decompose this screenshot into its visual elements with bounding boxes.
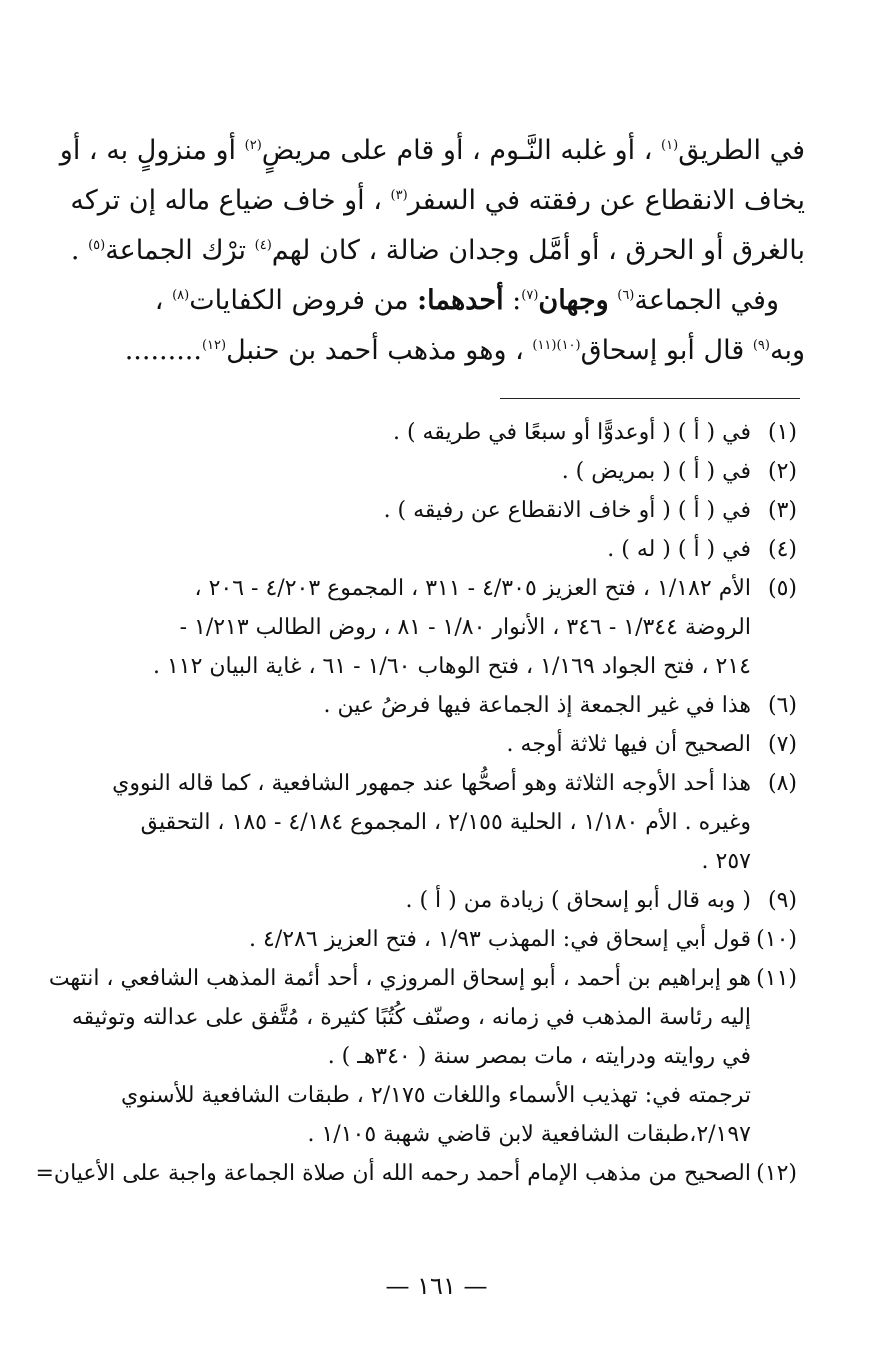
main-line-3 <box>70 226 805 276</box>
footnote-line: قول أبي إسحاق في: المهذب ١/٩٣ ، فتح العزيز ٤/٢٨٦ . <box>249 927 751 952</box>
footnote <box>77 530 797 569</box>
footnote <box>77 764 797 881</box>
footnote <box>77 686 797 725</box>
footnote <box>77 569 797 686</box>
text-run: ترْك الجماعة <box>105 235 255 266</box>
text-run <box>609 285 618 316</box>
footnote-number: (٧) <box>767 732 797 757</box>
footnote-number: (١) <box>767 420 797 445</box>
footnote-line: ٢٥٧ . <box>701 849 751 874</box>
footnote-line: الصحيح من مذهب الإمام أحمد رحمه الله أن صلاة الجماعة واجبة على الأعيان= <box>35 1161 751 1186</box>
main-line-1 <box>59 126 805 176</box>
text-run: في الطريق <box>678 135 805 166</box>
text-run: . <box>70 235 89 266</box>
text-run: بالغرق أو الحرق ، أو أمَّل وجدان ضالة ، كان لهم <box>271 235 805 266</box>
footnote-line: هذا أحد الأوجه الثلاثة وهو أصحُّها عند جمهور الشافعية ، كما قاله النووي <box>112 771 751 796</box>
footnote-number: (٣) <box>767 498 797 523</box>
footnote-number: (١٠) <box>756 927 797 952</box>
text-run: ، أو غلبه النَّـوم ، أو قام على مريضٍ <box>261 135 662 166</box>
footnote-ref-8[interactable]: (٨) <box>172 288 190 303</box>
footnote-number: (٩) <box>767 888 797 913</box>
text-run: ، <box>154 285 173 316</box>
footnote <box>77 725 797 764</box>
footnote <box>77 452 797 491</box>
footnote-ref-5[interactable]: (٥) <box>88 238 106 253</box>
footnote-line: في ( أ ) ( أو خاف الانقطاع عن رفيقه ) . <box>383 498 751 523</box>
footnote-line: وغيره . الأم ١/١٨٠ ، الحلية ٢/١٥٥ ، المجموع ٤/١٨٤ - ١٨٥ ، التحقيق <box>140 810 751 835</box>
text-run: يخاف الانقطاع عن رفقته في السفر <box>407 185 805 216</box>
footnote-number: (١٢) <box>756 1161 797 1186</box>
footnote-separator <box>500 398 800 399</box>
footnote-line: الصحيح أن فيها ثلاثة أوجه . <box>506 732 751 757</box>
text-run: ، أو خاف ضياع ماله إن تركه <box>70 185 391 216</box>
footnotes <box>35 413 797 1193</box>
footnote-ref-10-11[interactable]: (١٠)(١١) <box>532 338 581 353</box>
footnote <box>77 491 797 530</box>
footnote-ref-3[interactable]: (٣) <box>390 188 408 203</box>
text-run: قال أبو إسحاق <box>580 335 753 366</box>
footnote-number: (٤) <box>767 537 797 562</box>
footnote-line: الأم ١/١٨٢ ، فتح العزيز ٤/٣٠٥ - ٣١١ ، المجموع ٤/٢٠٣ - ٢٠٦ ، <box>194 576 751 601</box>
footnote-ref-1[interactable]: (١) <box>661 138 679 153</box>
text-run: وفي الجماعة <box>634 285 779 316</box>
footnote-line: إليه رئاسة المذهب في زمانه ، وصنّف كُتُبًا كثيرة ، مُتَّفق على عدالته وتوثيقه <box>71 1005 751 1030</box>
text-run: ......... <box>124 335 202 366</box>
text-run: ، وهو مذهب أحمد بن حنبل <box>226 335 533 366</box>
footnote-ref-9[interactable]: (٩) <box>752 338 770 353</box>
footnote-line: هو إبراهيم بن أحمد ، أبو إسحاق المروزي ، أحد أئمة المذهب الشافعي ، انتهت <box>48 966 751 991</box>
main-line-5 <box>75 326 805 376</box>
page-number: — ١٦١ — <box>385 1272 488 1300</box>
footnote-line: في ( أ ) ( بمريض ) . <box>561 459 751 484</box>
footnote-line: ٢١٤ ، فتح الجواد ١/١٦٩ ، فتح الوهاب ١/٦٠ - ٦١ ، غاية البيان ١١٢ . <box>152 654 751 679</box>
footnote-ref-6[interactable]: (٦) <box>617 288 635 303</box>
footnote-line: الروضة ١/٣٤٤ - ٣٤٦ ، الأنوار ١/٨٠ - ٨١ ، روض الطالب ١/٢١٣ - <box>179 615 751 640</box>
footnote-line: في ( أ ) ( أوعدوًّا أو سبعًا في طريقه ) . <box>392 420 751 445</box>
footnote-number: (٦) <box>767 693 797 718</box>
main-text <box>59 126 805 376</box>
footnote-line: ٢/١٩٧،طبقات الشافعية لابن قاضي شهبة ١/١٠٥ . <box>307 1122 751 1147</box>
footnote-number: (٨) <box>767 771 797 796</box>
footnote <box>48 959 797 1154</box>
footnote-ref-4[interactable]: (٤) <box>254 238 272 253</box>
text-run: أو منزولٍ به ، أو <box>59 135 245 166</box>
footnote-line: هذا في غير الجمعة إذ الجماعة فيها فرضُ عين . <box>323 693 751 718</box>
footnote <box>77 413 797 452</box>
bold-term: وجهان <box>538 285 609 316</box>
footnote-ref-2[interactable]: (٢) <box>244 138 262 153</box>
footnote-line: في ( أ ) ( له ) . <box>607 537 751 562</box>
bold-term: أحدهما: <box>417 285 504 316</box>
footnote-number: (٥) <box>767 576 797 601</box>
text-run: : <box>503 285 522 316</box>
footnote-line: في روايته ودرايته ، مات بمصر سنة ( ٣٤٠هـ ) . <box>327 1044 751 1069</box>
footnote-number: (١١) <box>756 966 797 991</box>
text-run: وبه <box>769 335 805 366</box>
footnote-ref-7[interactable]: (٧) <box>521 288 539 303</box>
footnote-number: (٢) <box>767 459 797 484</box>
main-line-4 <box>75 276 805 326</box>
footnote <box>35 1154 797 1193</box>
text-run: من فروض الكفايات <box>189 285 418 316</box>
footnote <box>77 881 797 920</box>
footnote-ref-12[interactable]: (١٢) <box>201 338 227 353</box>
footnote-line: ( وبه قال أبو إسحاق ) زيادة من ( أ ) . <box>405 888 751 913</box>
footnote <box>77 920 797 959</box>
main-line-2 <box>70 176 805 226</box>
footnote-line: ترجمته في: تهذيب الأسماء واللغات ٢/١٧٥ ، طبقات الشافعية للأسنوي <box>120 1083 751 1108</box>
